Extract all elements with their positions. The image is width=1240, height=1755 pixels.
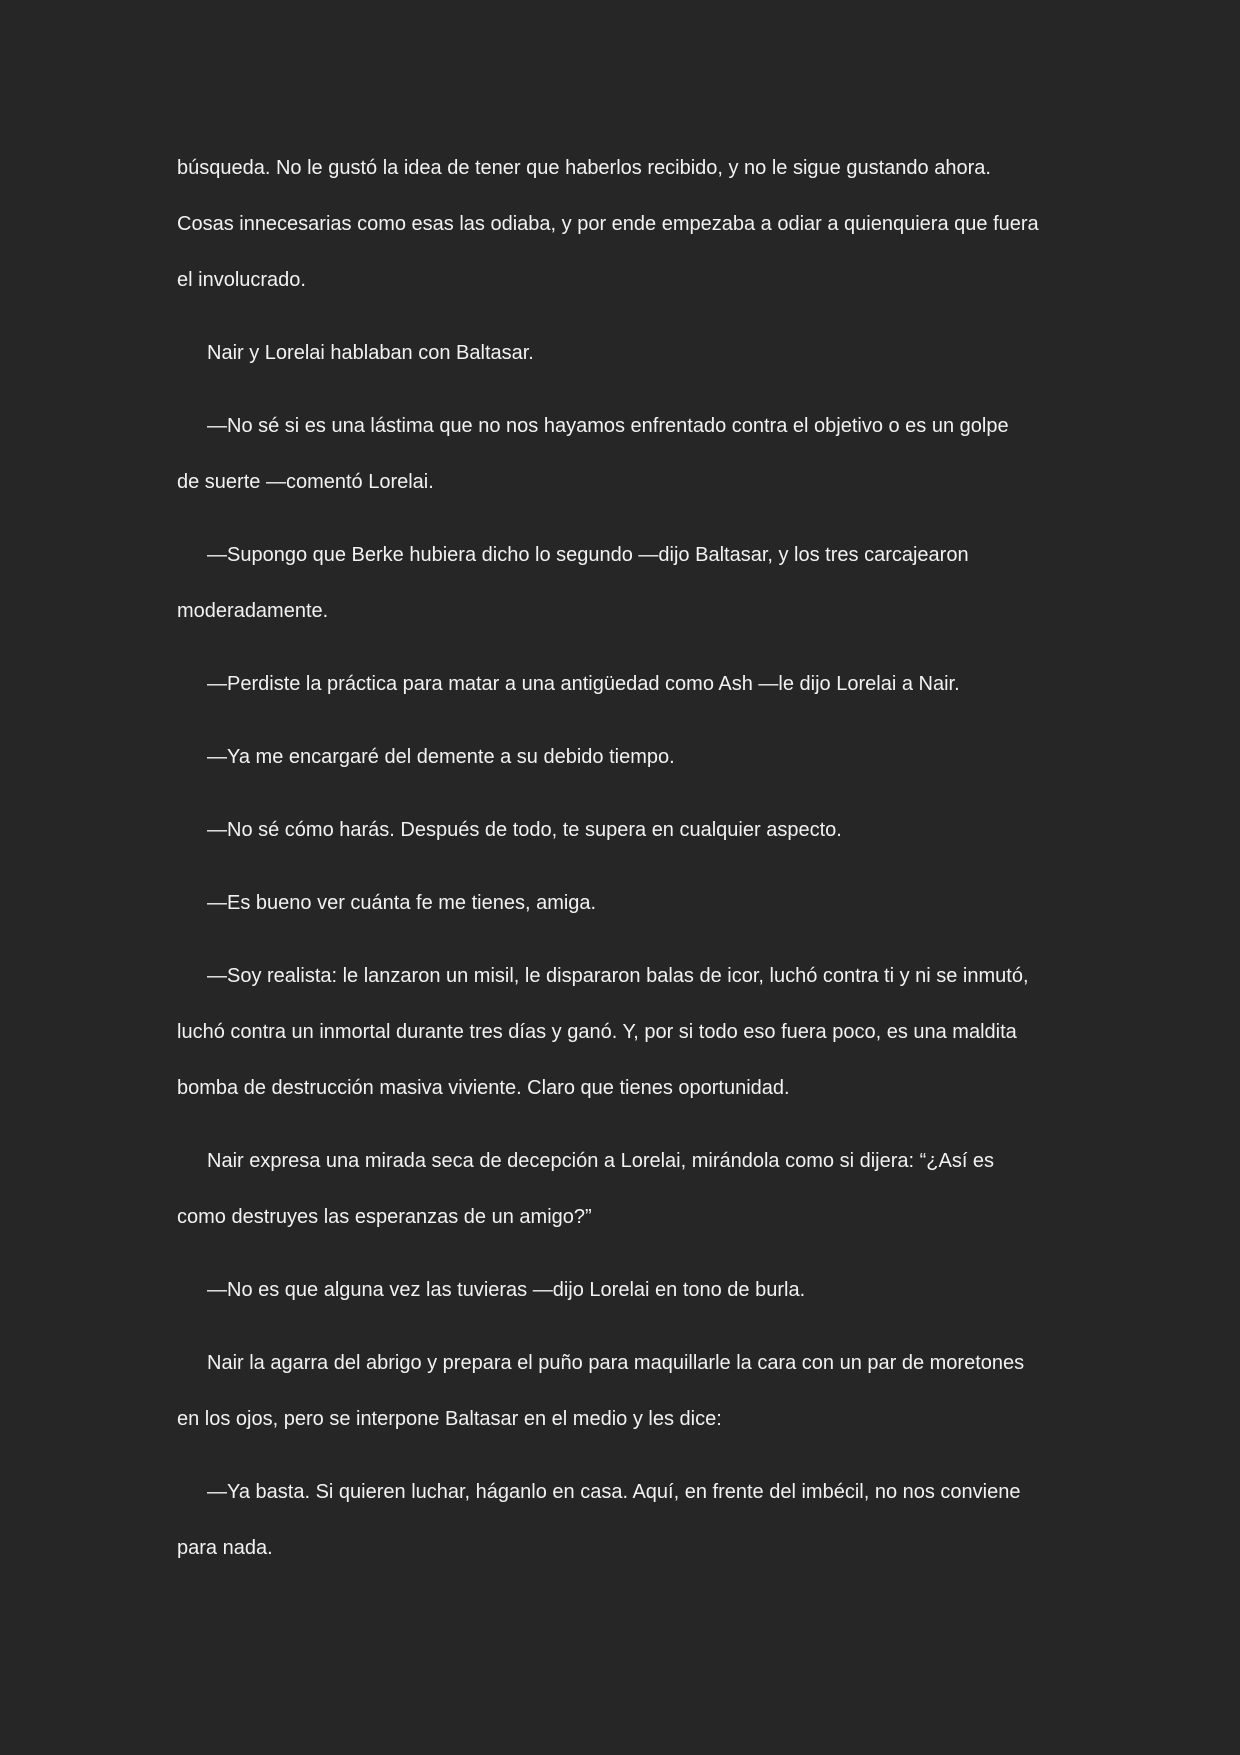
text-line: moderadamente. (177, 600, 329, 622)
paragraph (177, 875, 1067, 931)
text-line: como destruyes las esperanzas de un amigo?” (177, 1206, 592, 1228)
text-line: —Ya me encargaré del demente a su debido tiempo. (207, 746, 675, 768)
text-line: el involucrado. (177, 269, 306, 291)
text-line: luchó contra un inmortal durante tres días y ganó. Y, por si todo eso fuera poco, es una maldita (177, 1021, 1017, 1043)
text-line: —Supongo que Berke hubiera dicho lo segundo —dijo Baltasar, y los tres carcajearon (207, 544, 969, 566)
text-line: bomba de destrucción masiva viviente. Claro que tienes oportunidad. (177, 1077, 790, 1099)
paragraph (177, 1262, 1067, 1318)
text-line: para nada. (177, 1537, 273, 1559)
text-line: —No sé si es una lástima que no nos hayamos enfrentado contra el objetivo o es un golpe (207, 415, 1009, 437)
text-line: búsqueda. No le gustó la idea de tener que haberlos recibido, y no le sigue gustando ahora. (177, 157, 991, 179)
text-line: —Soy realista: le lanzaron un misil, le dispararon balas de icor, luchó contra ti y ni se inmutó, (207, 965, 1029, 987)
paragraph (177, 1335, 1067, 1447)
text-line: —Es bueno ver cuánta fe me tienes, amiga. (207, 892, 597, 914)
paragraph (177, 527, 1067, 639)
paragraph (177, 729, 1067, 785)
paragraph (177, 948, 1067, 1116)
text-line: —Perdiste la práctica para matar a una antigüedad como Ash —le dijo Lorelai a Nair. (207, 673, 960, 695)
paragraph (177, 802, 1067, 858)
text-line: Nair la agarra del abrigo y prepara el puño para maquillarle la cara con un par de moretones (207, 1352, 1025, 1374)
text-line: —Ya basta. Si quieren luchar, háganlo en casa. Aquí, en frente del imbécil, no nos conviene (207, 1481, 1021, 1503)
text-line: en los ojos, pero se interpone Baltasar en el medio y les dice: (177, 1408, 722, 1430)
text-line: —No sé cómo harás. Después de todo, te supera en cualquier aspecto. (207, 819, 842, 841)
text-line: Nair y Lorelai hablaban con Baltasar. (207, 342, 534, 364)
body-text (177, 140, 1067, 1593)
paragraph (177, 140, 1067, 308)
paragraph (177, 325, 1067, 381)
paragraph (177, 656, 1067, 712)
text-line: —No es que alguna vez las tuvieras —dijo Lorelai en tono de burla. (207, 1279, 806, 1301)
text-line: Cosas innecesarias como esas las odiaba, y por ende empezaba a odiar a quienquiera que fuera (177, 213, 1039, 235)
paragraph (177, 1464, 1067, 1576)
text-line: de suerte —comentó Lorelai. (177, 471, 434, 493)
text-line: Nair expresa una mirada seca de decepción a Lorelai, mirándola como si dijera: “¿Así es (207, 1150, 995, 1172)
paragraph (177, 398, 1067, 510)
paragraph (177, 1133, 1067, 1245)
